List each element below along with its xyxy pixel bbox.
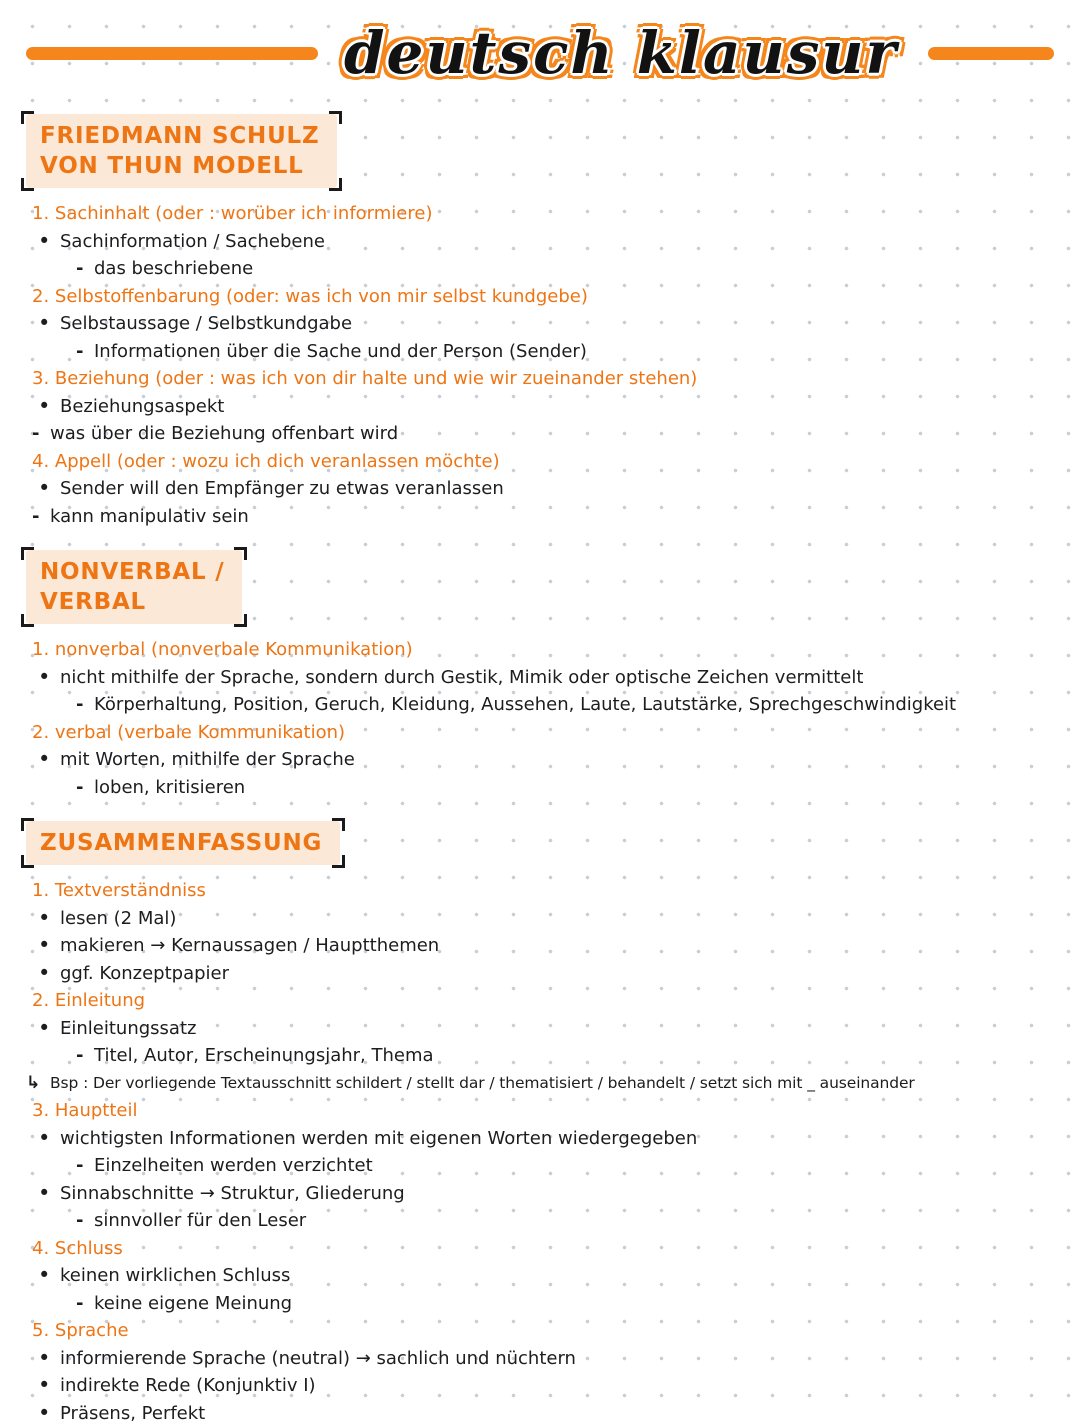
note-line: [38, 960, 1054, 988]
dash-icon: -: [76, 774, 94, 802]
note-line: [76, 255, 1054, 283]
note-text: makieren → Kernaussagen / Hauptthemen: [60, 932, 439, 960]
note-text: 2. Einleitung: [32, 987, 145, 1015]
note-text: keine eigene Meinung: [94, 1290, 292, 1318]
sections-container: [26, 100, 1054, 1427]
bullet-icon: •: [38, 960, 60, 988]
note-line: [76, 1042, 1054, 1070]
note-text: 3. Hauptteil: [32, 1097, 138, 1125]
note-line: [32, 636, 1054, 664]
bracket-corner-icon: [21, 818, 34, 831]
bullet-icon: •: [38, 746, 60, 774]
note-line: [76, 338, 1054, 366]
bracket-corner-icon: [21, 178, 34, 191]
note-text: Präsens, Perfekt: [60, 1400, 205, 1427]
bullet-icon: •: [38, 1345, 60, 1373]
note-text: kann manipulativ sein: [50, 503, 249, 531]
bullet-icon: •: [38, 1125, 60, 1153]
dash-icon: -: [32, 420, 50, 448]
bullet-icon: •: [38, 1180, 60, 1208]
bullet-icon: •: [38, 475, 60, 503]
note-text: 1. Textverständniss: [32, 877, 206, 905]
section-body: [26, 877, 1054, 1427]
note-line: [38, 1015, 1054, 1043]
bullet-icon: •: [38, 1372, 60, 1400]
note-line: [38, 475, 1054, 503]
section-heading-box: [26, 550, 242, 624]
note-text: 3. Beziehung (oder : was ich von dir halte und wie wir zueinander stehen): [32, 365, 697, 393]
bullet-icon: •: [38, 1400, 60, 1427]
section-heading: ZUSAMMENFASSUNG: [40, 828, 322, 858]
note-line: [76, 774, 1054, 802]
section-heading-box: [26, 114, 337, 188]
note-text: mit Worten, mithilfe der Sprache: [60, 746, 355, 774]
note-line: [32, 365, 1054, 393]
bracket-corner-icon: [21, 547, 34, 560]
bullet-icon: •: [38, 905, 60, 933]
note-line: [32, 200, 1054, 228]
note-text: das beschriebene: [94, 255, 253, 283]
note-text: nicht mithilfe der Sprache, sondern durch Gestik, Mimik oder optische Zeichen vermittelt: [60, 664, 863, 692]
section-body: [26, 636, 1054, 801]
note-line: [32, 1317, 1054, 1345]
note-line: [38, 664, 1054, 692]
note-text: Informationen über die Sache und der Person (Sender): [94, 338, 587, 366]
note-text: informierende Sprache (neutral) → sachlich und nüchtern: [60, 1345, 576, 1373]
bracket-corner-icon: [332, 855, 345, 868]
note-line: [32, 503, 1054, 531]
note-text: 4. Appell (oder : wozu ich dich veranlassen möchte): [32, 448, 500, 476]
note-text: Beziehungsaspekt: [60, 393, 224, 421]
note-text: Körperhaltung, Position, Geruch, Kleidung, Aussehen, Laute, Lautstärke, Sprechgeschwindigkeit: [94, 691, 956, 719]
note-text: Sinnabschnitte → Struktur, Gliederung: [60, 1180, 405, 1208]
note-line: [38, 1345, 1054, 1373]
note-text: ggf. Konzeptpapier: [60, 960, 229, 988]
dash-icon: -: [76, 1290, 94, 1318]
title-row: [26, 6, 1054, 100]
note-line: [38, 905, 1054, 933]
note-line: [32, 420, 1054, 448]
bullet-icon: •: [38, 228, 60, 256]
note-line: [76, 691, 1054, 719]
note-text: indirekte Rede (Konjunktiv I): [60, 1372, 316, 1400]
note-line: [32, 987, 1054, 1015]
note-text: lesen (2 Mal): [60, 905, 176, 933]
note-line: [26, 1070, 1054, 1098]
note-line: [76, 1290, 1054, 1318]
note-text: sinnvoller für den Leser: [94, 1207, 306, 1235]
dash-icon: -: [76, 338, 94, 366]
bracket-corner-icon: [329, 178, 342, 191]
bracket-corner-icon: [332, 818, 345, 831]
bullet-icon: •: [38, 1015, 60, 1043]
bullet-icon: •: [38, 310, 60, 338]
section-heading-box: [26, 821, 340, 865]
bracket-corner-icon: [234, 547, 247, 560]
dash-icon: -: [76, 1152, 94, 1180]
note-text: Einleitungssatz: [60, 1015, 196, 1043]
bullet-icon: •: [38, 932, 60, 960]
note-text: was über die Beziehung offenbart wird: [50, 420, 398, 448]
bullet-icon: •: [38, 393, 60, 421]
dash-icon: -: [76, 1207, 94, 1235]
note-line: [76, 1152, 1054, 1180]
note-text: loben, kritisieren: [94, 774, 245, 802]
bracket-corner-icon: [329, 111, 342, 124]
note-line: [38, 932, 1054, 960]
bracket-corner-icon: [21, 855, 34, 868]
note-line: [38, 310, 1054, 338]
note-text: Selbstaussage / Selbstkundgabe: [60, 310, 352, 338]
note-text: 1. nonverbal (nonverbale Kommunikation): [32, 636, 413, 664]
note-line: [38, 1372, 1054, 1400]
note-line: [38, 1262, 1054, 1290]
note-line: [38, 228, 1054, 256]
note-text: Bsp : Der vorliegende Textausschnitt schildert / stellt dar / thematisiert / behandelt / setzt sich mit _ auseinander: [50, 1070, 915, 1098]
bracket-corner-icon: [21, 111, 34, 124]
decorative-line-left: [26, 47, 318, 60]
dash-icon: -: [32, 503, 50, 531]
note-line: [38, 1125, 1054, 1153]
note-text: wichtigsten Informationen werden mit eigenen Worten wiedergegeben: [60, 1125, 697, 1153]
page-title: deutsch klausur: [344, 6, 898, 100]
note-text: 1. Sachinhalt (oder : worüber ich informiere): [32, 200, 432, 228]
section-heading: FRIEDMANN SCHULZ: [40, 121, 319, 151]
note-line: [32, 877, 1054, 905]
note-text: Titel, Autor, Erscheinungsjahr, Thema: [94, 1042, 434, 1070]
bracket-corner-icon: [234, 614, 247, 627]
note-line: [38, 1400, 1054, 1427]
section-heading: NONVERBAL /: [40, 557, 224, 587]
decorative-line-right: [928, 47, 1054, 60]
note-line: [38, 1180, 1054, 1208]
note-text: 2. Selbstoffenbarung (oder: was ich von mir selbst kundgebe): [32, 283, 588, 311]
dash-icon: -: [76, 1042, 94, 1070]
note-text: Einzelheiten werden verzichtet: [94, 1152, 373, 1180]
note-line: [32, 448, 1054, 476]
note-text: keinen wirklichen Schluss: [60, 1262, 290, 1290]
note-line: [76, 1207, 1054, 1235]
note-text: 4. Schluss: [32, 1235, 123, 1263]
note-text: 2. verbal (verbale Kommunikation): [32, 719, 345, 747]
note-text: Sender will den Empfänger zu etwas veranlassen: [60, 475, 504, 503]
note-line: [32, 1235, 1054, 1263]
note-text: Sachinformation / Sachebene: [60, 228, 325, 256]
note-line: [38, 746, 1054, 774]
arrow-icon: ↳: [26, 1070, 50, 1098]
section-heading: VON THUN MODELL: [40, 151, 319, 181]
note-line: [38, 393, 1054, 421]
note-text: 5. Sprache: [32, 1317, 129, 1345]
note-line: [32, 283, 1054, 311]
bracket-corner-icon: [21, 614, 34, 627]
bullet-icon: •: [38, 664, 60, 692]
section-body: [26, 200, 1054, 530]
note-line: [32, 1097, 1054, 1125]
dash-icon: -: [76, 255, 94, 283]
bullet-icon: •: [38, 1262, 60, 1290]
dash-icon: -: [76, 691, 94, 719]
note-line: [32, 719, 1054, 747]
section-heading: VERBAL: [40, 587, 224, 617]
